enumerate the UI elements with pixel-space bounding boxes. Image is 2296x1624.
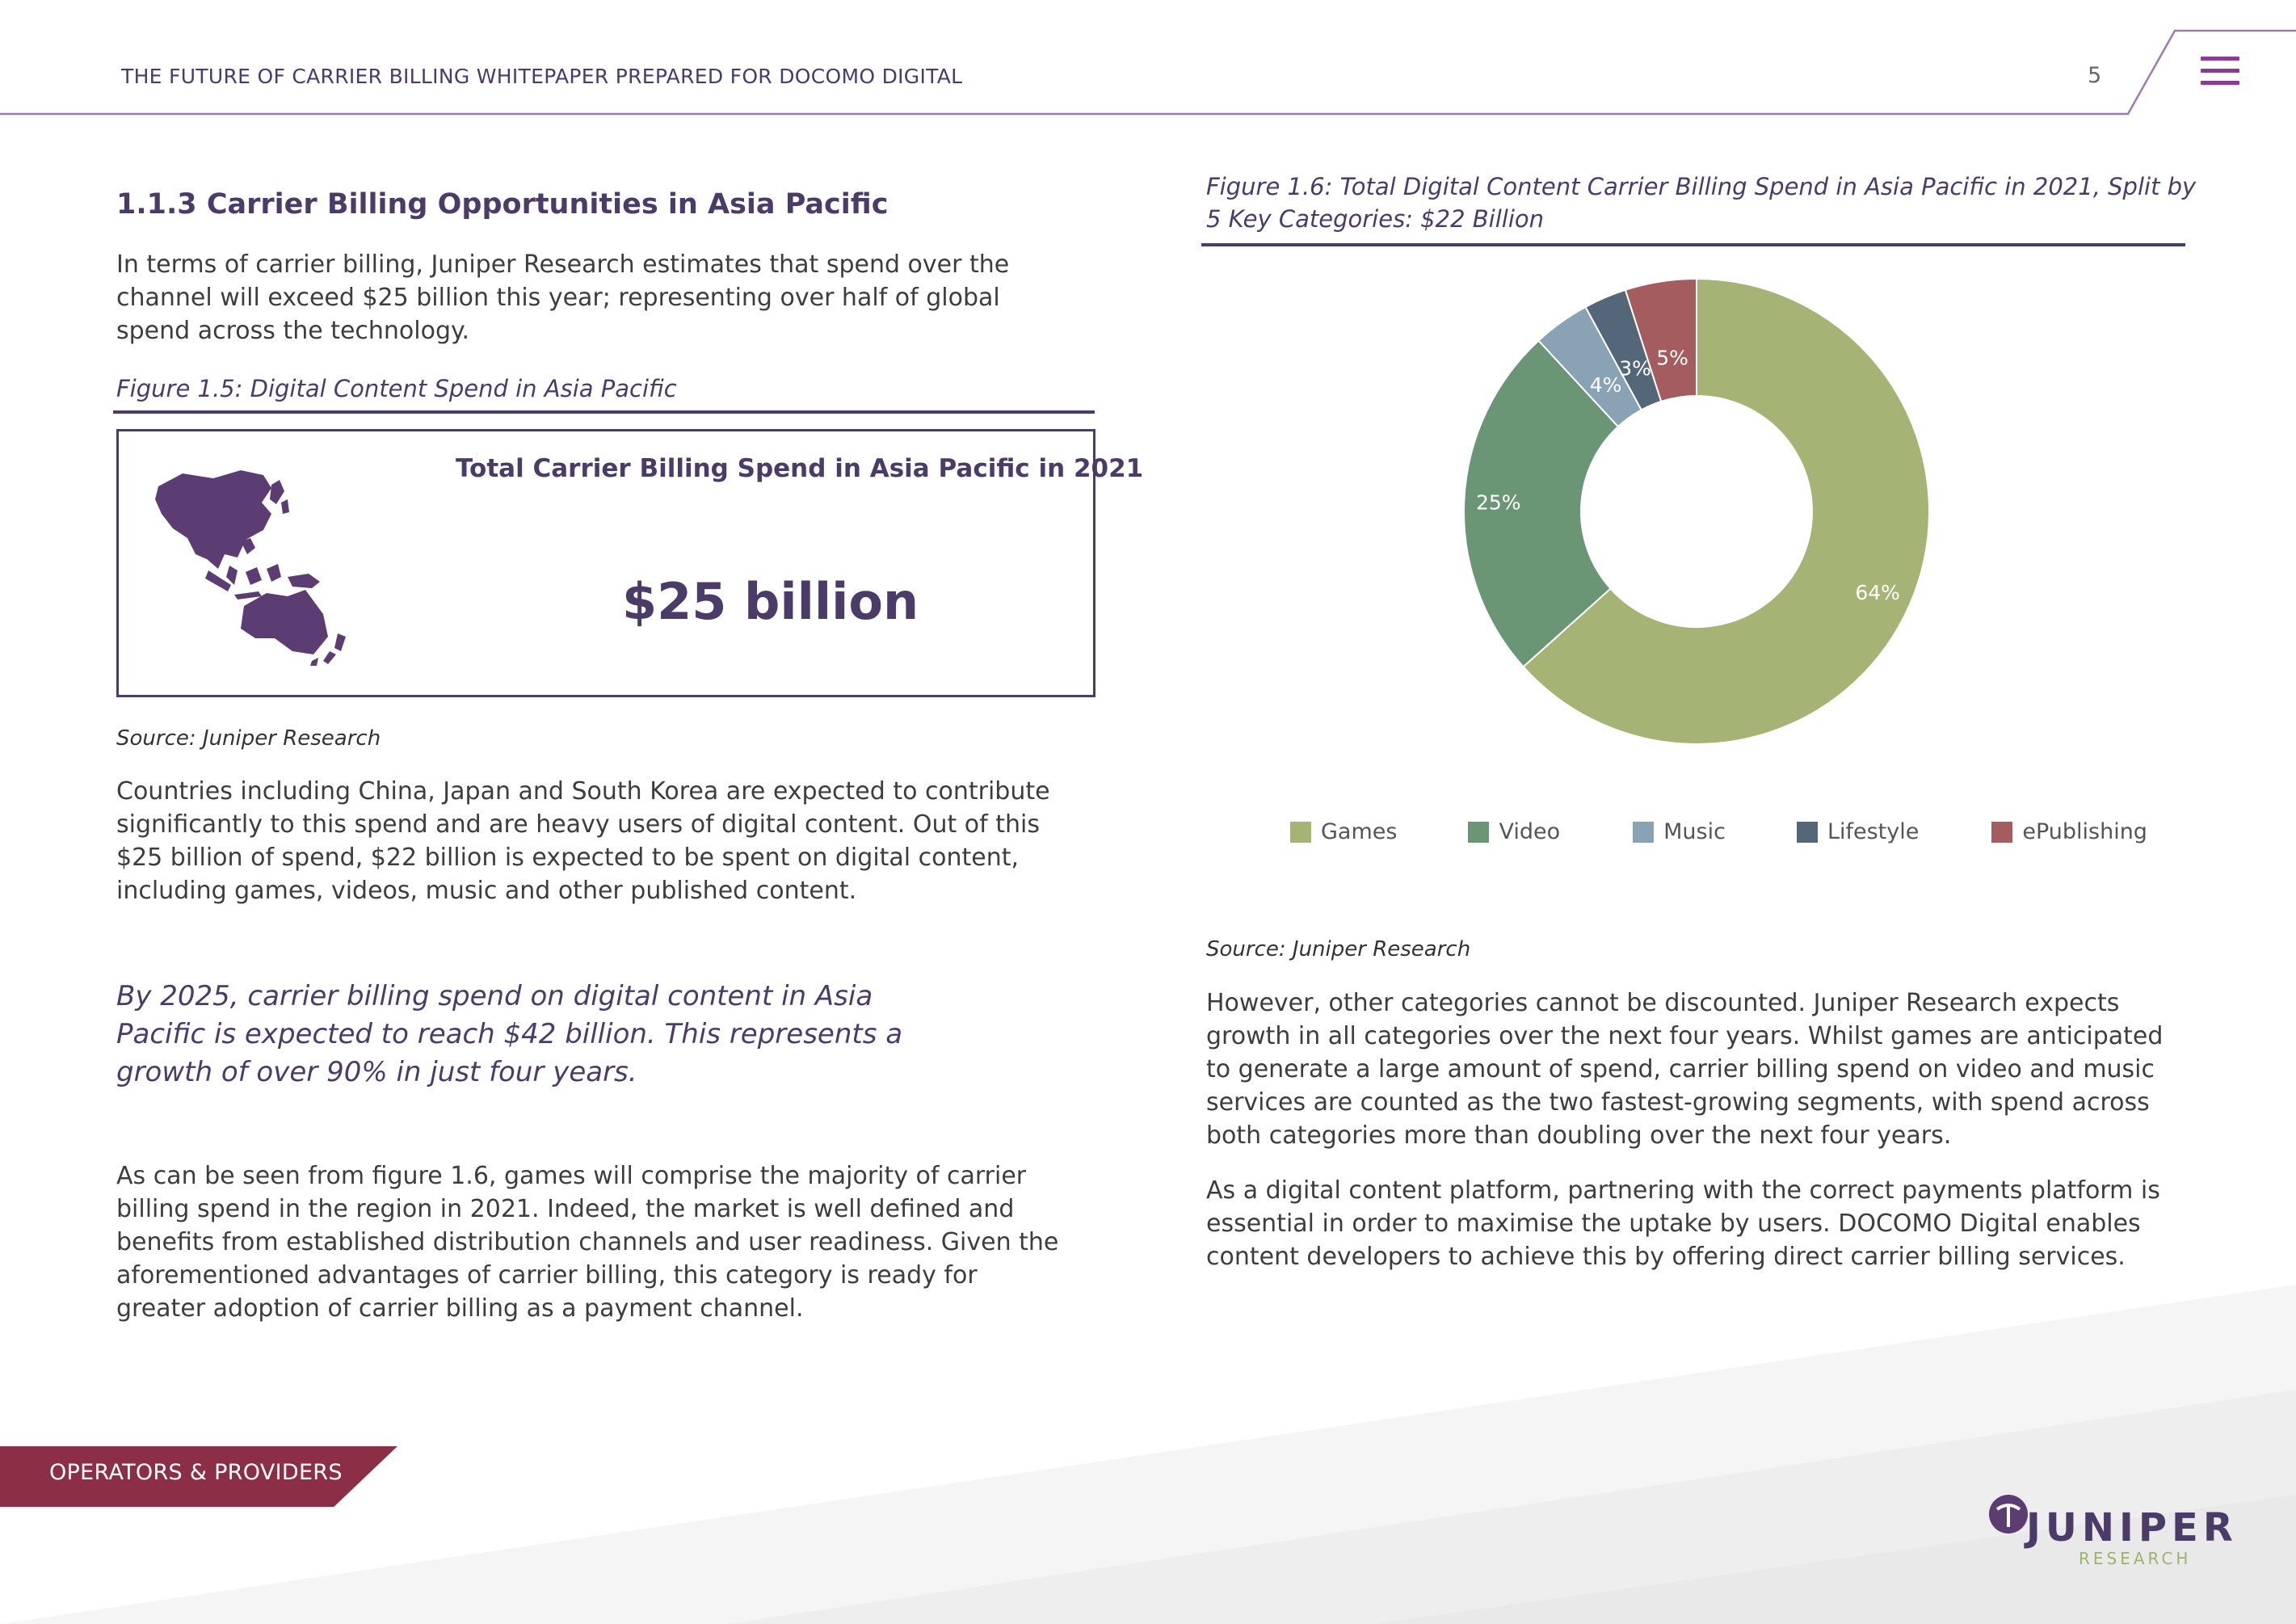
section-heading: 1.1.3 Carrier Billing Opportunities in Asia Pacific bbox=[116, 188, 889, 221]
legend-item-video bbox=[1468, 819, 1560, 844]
figure-1-5-rule bbox=[113, 410, 1095, 414]
asia-pacific-map-icon bbox=[150, 464, 360, 666]
legend-swatch bbox=[1290, 822, 1311, 843]
slice-label-lifestyle: 3% bbox=[1619, 356, 1651, 381]
page-number: 5 bbox=[2088, 63, 2102, 88]
legend-label: Video bbox=[1499, 819, 1561, 844]
games-paragraph: As can be seen from figure 1.6, games will comprise the majority of carrier billing spend in the region in 2021. Indeed, the market is well defined and benefits from established distribution channels and user readiness. Given the aforementioned advantages of carrier billing, this category is ready for greater adoption of carrier billing as a payment channel. bbox=[116, 1162, 1059, 1323]
logo-wordmark: JUNIPER bbox=[2026, 1505, 2238, 1550]
legend-label: Games bbox=[1321, 819, 1398, 844]
slice-label-epublishing: 5% bbox=[1656, 346, 1688, 370]
legend-item-epublishing bbox=[1991, 819, 2147, 844]
platform-paragraph: As a digital content platform, partnering with the correct payments platform is essential in order to maximise the uptake by users. DOCOMO Digital enables content developers to achieve this by offering direct carrier billing services. bbox=[1206, 1176, 2160, 1271]
legend-swatch bbox=[1797, 822, 1818, 843]
footer-section-tag-label: OPERATORS & PROVIDERS bbox=[49, 1460, 343, 1485]
figure-1-5-source: Source: Juniper Research bbox=[116, 726, 381, 751]
figure-1-6-source: Source: Juniper Research bbox=[1206, 937, 1471, 961]
hamburger-menu-icon[interactable] bbox=[2201, 57, 2239, 92]
pull-quote: By 2025, carrier billing spend on digital content in Asia Pacific is expected to reach $42 billion. This represents a growth of over 90% in just four years. bbox=[116, 980, 903, 1088]
figure-1-5-box-title: Total Carrier Billing Spend in Asia Pacific in 2021 bbox=[456, 454, 1144, 483]
figure-1-5-caption: Figure 1.5: Digital Content Spend in Asia Pacific bbox=[116, 375, 677, 402]
legend-swatch bbox=[1633, 822, 1654, 843]
countries-paragraph: Countries including China, Japan and South Korea are expected to contribute significantly to this spend and are heavy users of digital content. Out of this $25 billion of spend, $22 billion is expected to be spent on digital content, including games, videos, music and other published content. bbox=[116, 777, 1050, 905]
slice-label-games: 64% bbox=[1855, 581, 1900, 605]
categories-paragraph: However, other categories cannot be discounted. Juniper Research expects growth in all categories over the next four years. Whilst games are anticipated to generate a large amount of spend, carrier billing spend on video and music services are counted as the two fastest-growing segments, with spend across both categories more than doubling over the next four years. bbox=[1206, 989, 2164, 1150]
legend-label: Music bbox=[1663, 819, 1726, 844]
legend-item-music bbox=[1633, 819, 1726, 844]
legend-item-lifestyle bbox=[1797, 819, 1919, 844]
figure-1-5-box-value: $25 billion bbox=[622, 572, 919, 631]
legend-swatch bbox=[1468, 822, 1489, 843]
legend-item-games bbox=[1290, 819, 1397, 844]
legend-swatch bbox=[1991, 822, 2012, 843]
intro-paragraph: In terms of carrier billing, Juniper Research estimates that spend over the channel will exceed $25 billion this year; representing over half of global spend across the technology. bbox=[116, 250, 1010, 345]
logo-subtitle: RESEARCH bbox=[2079, 1549, 2192, 1568]
figure-1-6-rule bbox=[1201, 243, 2185, 246]
legend-label: ePublishing bbox=[2022, 819, 2147, 844]
slice-label-music: 4% bbox=[1589, 373, 1622, 398]
slice-label-video: 25% bbox=[1475, 490, 1521, 515]
donut-chart bbox=[1438, 267, 1955, 768]
figure-1-6-caption: Figure 1.6: Total Digital Content Carrier Billing Spend in Asia Pacific in 2021, Split by 5 Key Categories: $22 Billion bbox=[1206, 173, 2197, 233]
legend-label: Lifestyle bbox=[1827, 819, 1920, 844]
chart-legend bbox=[1290, 819, 2147, 844]
header-title: THE FUTURE OF CARRIER BILLING WHITEPAPER PREPARED FOR DOCOMO DIGITAL bbox=[121, 65, 963, 88]
